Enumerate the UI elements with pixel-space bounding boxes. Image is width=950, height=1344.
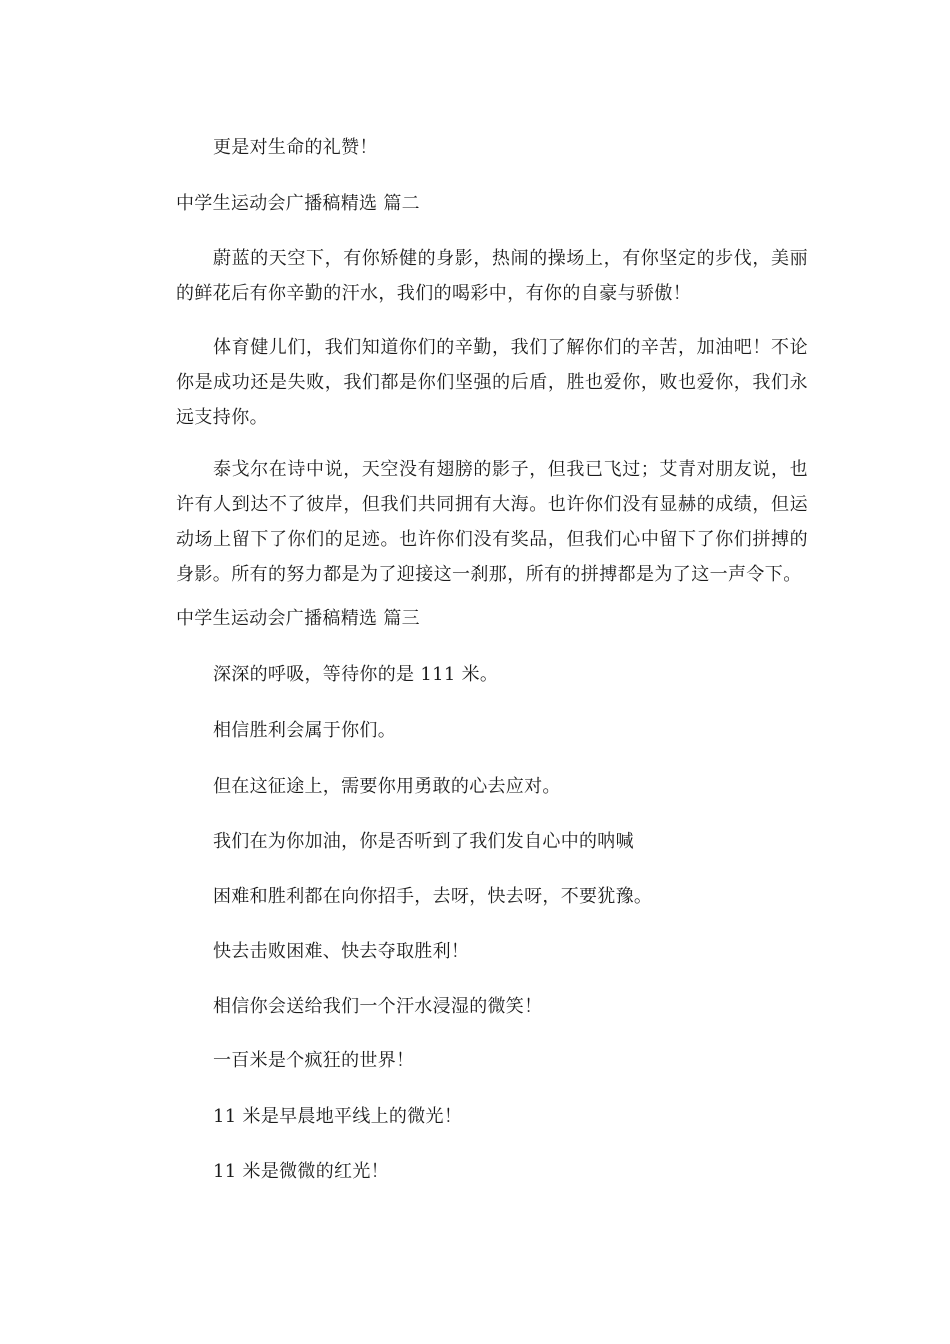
section-heading-2: 中学生运动会广播稿精选 篇二: [176, 193, 420, 214]
section-heading-3: 中学生运动会广播稿精选 篇三: [176, 608, 420, 629]
paragraph-2-1: 蔚蓝的天空下，有你矫健的身影，热闹的操场上，有你坚定的步伐，美丽的鲜花后有你辛勤的汗水，我们的喝彩中，有你的自豪与骄傲！: [176, 248, 808, 304]
intro-line: 更是对生命的礼赞！: [213, 137, 378, 158]
list-item: 我们在为你加油，你是否听到了我们发自心中的呐喊: [213, 831, 634, 852]
paragraph-2-3: 泰戈尔在诗中说，天空没有翅膀的影子，但我已飞过；艾青对朋友说，也许有人到达不了彼岸，但我们共同拥有大海。也许你们没有显赫的成绩，但运动场上留下了你们的足迹。也许你们没有奖品，但我们心中留下了你们拼搏的身影。所有的努力都是为了迎接这一刹那，所有的拼搏都是为了这一声令下。: [176, 459, 808, 585]
paragraph-2-2: 体育健儿们，我们知道你们的辛勤，我们了解你们的辛苦，加油吧！不论你是成功还是失败，我们都是你们坚强的后盾，胜也爱你，败也爱你，我们永远支持你。: [176, 337, 808, 428]
list-item: 困难和胜利都在向你招手，去呀，快去呀，不要犹豫。: [213, 886, 653, 907]
list-item: 11 米是早晨地平线上的微光！: [213, 1106, 463, 1127]
list-item: 相信胜利会属于你们。: [213, 720, 396, 741]
list-item: 但在这征途上，需要你用勇敢的心去应对。: [213, 776, 561, 797]
list-item: 一百米是个疯狂的世界！: [213, 1050, 415, 1071]
list-item: 深深的呼吸，等待你的是 111 米。: [213, 664, 499, 685]
list-item: 11 米是微微的红光！: [213, 1161, 389, 1182]
list-item: 快去击败困难、快去夺取胜利！: [213, 941, 470, 962]
list-item: 相信你会送给我们一个汗水浸湿的微笑！: [213, 996, 543, 1017]
